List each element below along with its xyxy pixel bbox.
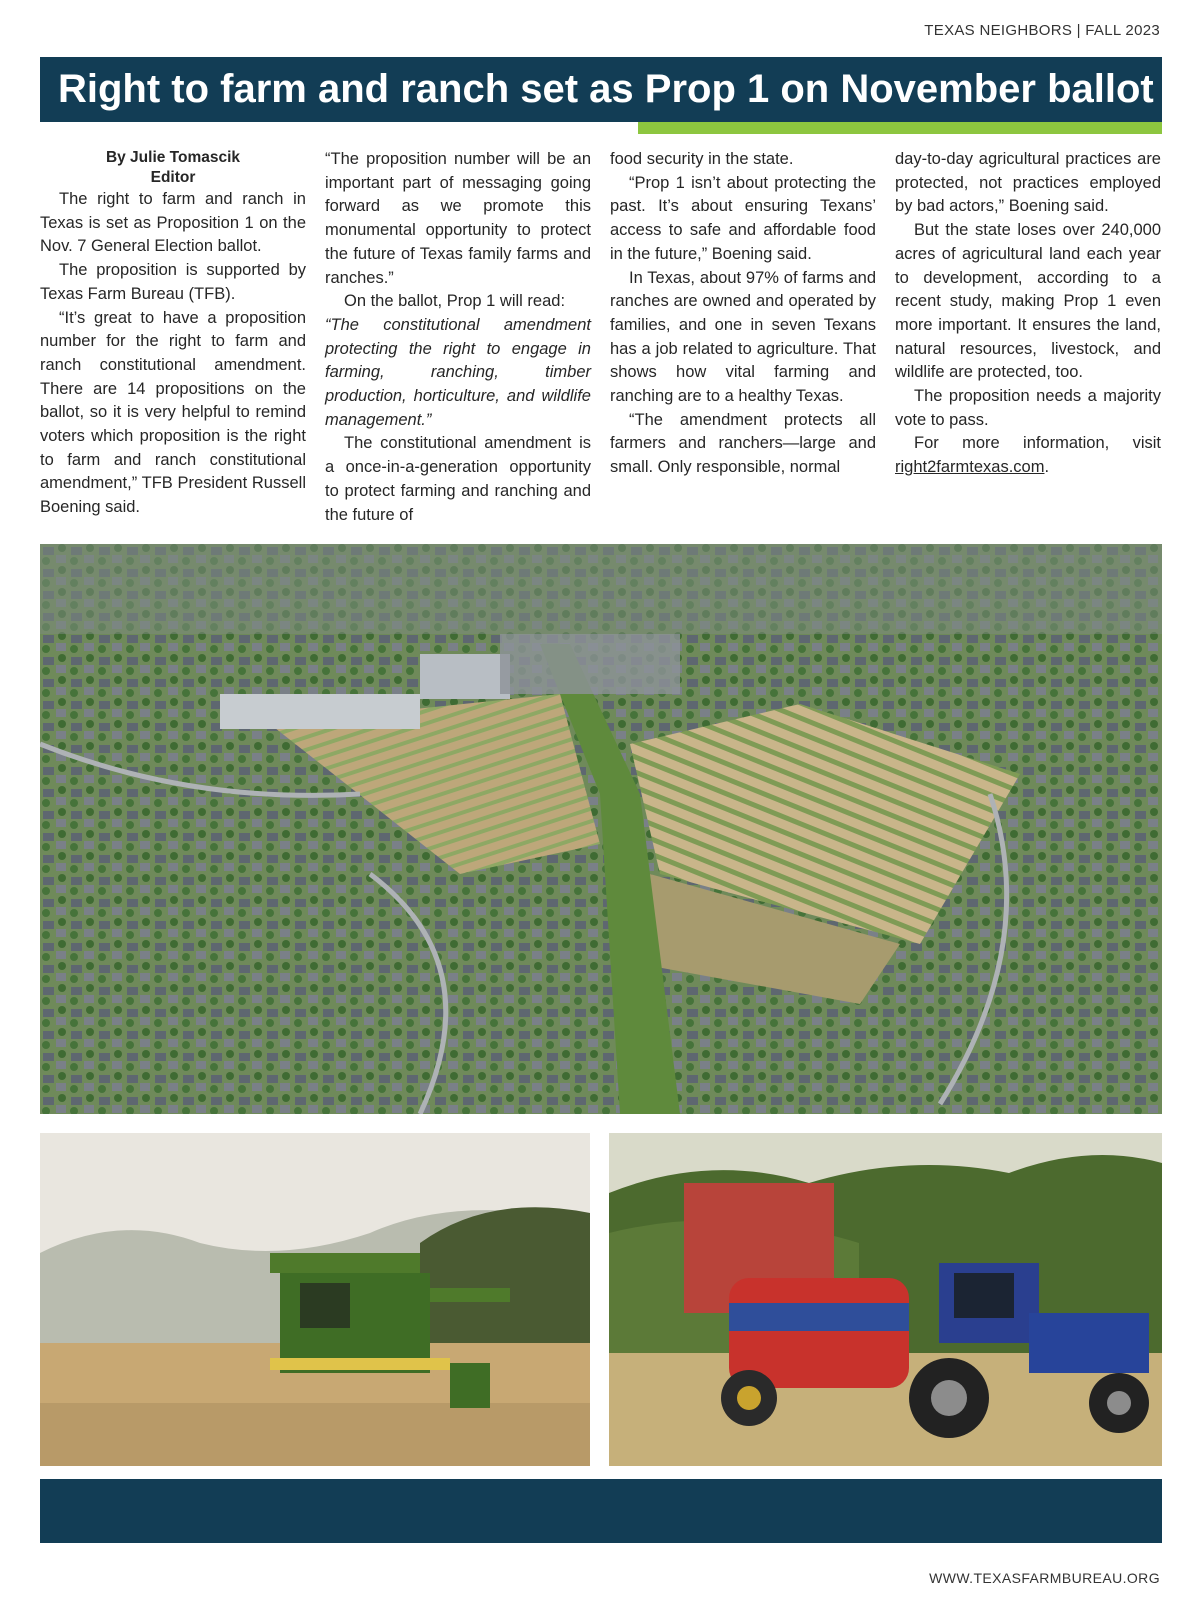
article-column-3 bbox=[610, 148, 876, 480]
footer-url[interactable]: WWW.TEXASFARMBUREAU.ORG bbox=[929, 1570, 1160, 1586]
article-column-4 bbox=[895, 148, 1161, 480]
paragraph: food security in the state. bbox=[610, 150, 794, 168]
ballot-language: “The constitutional amendment protecting the right to engage in farming, ranching, timber production, horticulture, and wildlife management.” bbox=[325, 315, 591, 429]
paragraph: The proposition is supported by Texas Farm Bureau (TFB). bbox=[40, 261, 306, 303]
title-banner bbox=[40, 57, 1162, 122]
paragraph: On the ballot, Prop 1 will read: bbox=[344, 292, 566, 311]
aerial-farmland-photo bbox=[40, 544, 1162, 1114]
tractor-baler-photo bbox=[609, 1133, 1162, 1466]
paragraph-text: For more information, visit bbox=[914, 434, 1161, 453]
accent-rule bbox=[638, 122, 1162, 134]
byline-role: Editor bbox=[150, 169, 196, 186]
publication-header: TEXAS NEIGHBORS | FALL 2023 bbox=[924, 22, 1160, 39]
article-column-1 bbox=[40, 148, 306, 520]
paragraph: In Texas, about 97% of farms and ranches are owned and operated by families, and one in seven Texans has a job related to agriculture. That shows how vital farming and ranching are to a healthy Texas. bbox=[610, 268, 876, 406]
paragraph: The constitutional amendment is a once-in-a-generation opportunity to protect farming and ranching and the future of bbox=[325, 434, 591, 524]
paragraph: “Prop 1 isn’t about protecting the past. It’s about ensuring Texans’ access to safe and affordable food in the future,” Boening said. bbox=[610, 173, 876, 263]
paragraph: But the state loses over 240,000 acres of agricultural land each year to development, according to a recent study, making Prop 1 even more important. It ensures the land, natural resources, livestock, and wildlife are protected, too. bbox=[895, 221, 1161, 382]
paragraph: day-to-day agricultural practices are protected, not practices employed by bad actors,” Boening said. bbox=[895, 150, 1161, 216]
article-column-2 bbox=[325, 148, 591, 527]
website-link[interactable]: right2farmtexas.com bbox=[895, 458, 1045, 477]
footer-bar bbox=[40, 1479, 1162, 1543]
paragraph: The right to farm and ranch in Texas is set as Proposition 1 on the Nov. 7 General Election ballot. bbox=[40, 190, 306, 256]
paragraph: The proposition needs a majority vote to pass. bbox=[895, 387, 1161, 429]
paragraph bbox=[895, 432, 1161, 479]
paragraph: “It’s great to have a proposition number for the right to farm and ranch constitutional amendment. There are 14 propositions on the ballot, so it is very helpful to remind voters which proposition is the right to farm and ranch constitutional amendment,” TFB President Russell Boening said. bbox=[40, 308, 306, 517]
byline-name: By Julie Tomascik bbox=[105, 149, 241, 166]
article-body bbox=[40, 148, 1162, 530]
article-title: Right to farm and ranch set as Prop 1 on November ballot bbox=[58, 67, 1154, 111]
paragraph: “The proposition number will be an important part of messaging going forward as we promote this monumental opportunity to protect the future of Texas family farms and ranches.” bbox=[325, 150, 591, 287]
paragraph: “The amendment protects all farmers and ranchers—large and small. Only responsible, normal bbox=[610, 410, 876, 477]
link-punctuation: . bbox=[1044, 458, 1050, 477]
combine-harvester-photo bbox=[40, 1133, 590, 1466]
